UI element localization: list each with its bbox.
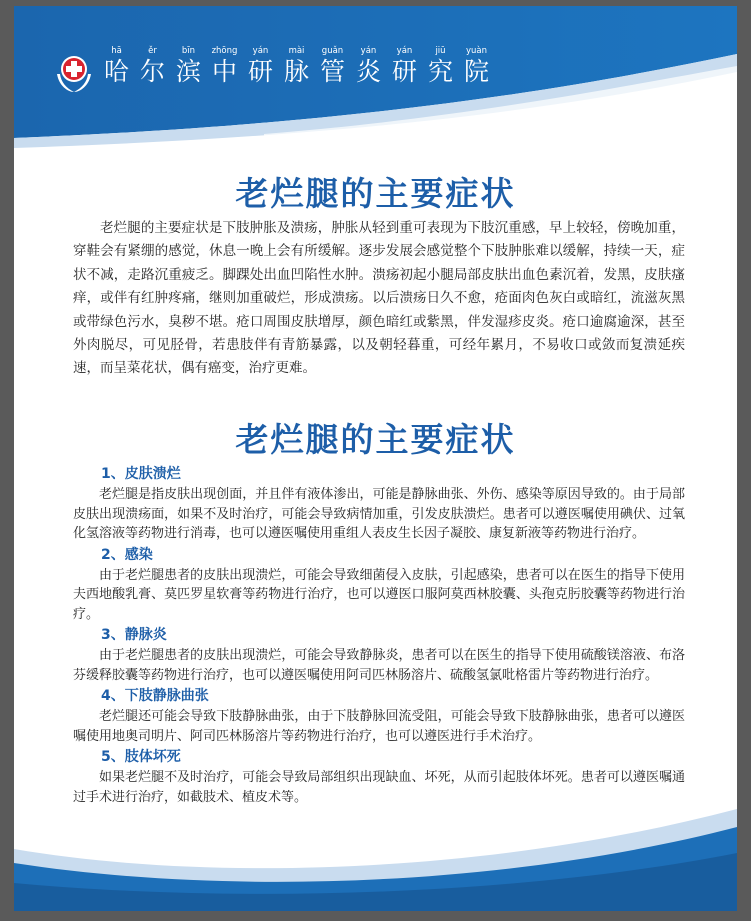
- symptom-item: [73, 625, 685, 685]
- brand-char: [352, 46, 385, 87]
- brand-pinyin: mài: [288, 46, 305, 56]
- symptom-item: [73, 686, 685, 746]
- section1-body: 老烂腿的主要症状是下肢肿胀及溃疡，肿胀从轻到重可表现为下肢沉重感，早上较轻，傍晚加重，穿鞋会有紧绷的感觉，休息一晚上会有所缓解。逐步发展会感觉整个下肢肿胀难以缓解，持续一天，症状不减，走路沉重疲乏。脚踝处出血凹陷性水肿。溃疡初起小腿局部皮肤出血色素沉着，发黑，皮肤瘙痒，或伴有红肿疼痛，继则加重破烂，形成溃疡。以后溃疡日久不愈，疮面肉色灰白或暗红，流滋灰黑或带绿色污水，臭秽不堪。疮口周围皮肤增厚，颜色暗红或紫黑，伴发湿疹皮炎。疮口逾腐逾深，甚至外肉脱尽，可见胫骨，若患肢伴有青筋暴露，以及朝轻暮重，可经年累月，不易收口或敛而复溃延疾速，而呈菜花状，偶有癌变，治疗更难。: [73, 220, 685, 377]
- symptom-item: [73, 464, 685, 544]
- brand-char: [280, 46, 313, 87]
- symptom-heading: 3、静脉炎: [101, 627, 167, 643]
- brand-hanzi: 研: [247, 57, 273, 86]
- brand-char: [388, 46, 421, 87]
- brand-char: [460, 46, 493, 87]
- brand-pinyin: bīn: [181, 46, 196, 56]
- poster: [14, 6, 737, 911]
- brand-char: [100, 46, 133, 87]
- symptom-item: [73, 545, 685, 625]
- brand-hanzi: 滨: [175, 57, 201, 86]
- brand-hanzi: 哈: [103, 57, 129, 86]
- brand-char: [244, 46, 277, 87]
- symptom-heading: 4、下肢静脉曲张: [101, 688, 209, 704]
- hospital-name: [100, 46, 493, 87]
- brand-char: [424, 46, 457, 87]
- symptom-body: 由于老烂腿患者的皮肤出现溃烂，可能会导致静脉炎，患者可以在医生的指导下使用硫酸镁溶液、布洛芬缓释胶囊等药物进行治疗，也可以遵医嘱使用阿司匹林肠溶片、硫酸氢氯吡格雷片等药物进行治疗。: [73, 648, 685, 683]
- brand-hanzi: 中: [211, 57, 237, 86]
- brand-hanzi: 脉: [283, 57, 309, 86]
- brand-char: [208, 46, 241, 87]
- symptom-body: 如果老烂腿不及时治疗，可能会导致局部组织出现缺血、坏死，从而引起肢体坏死。患者可以遵医嘱通过手术进行治疗，如截肢术、植皮术等。: [73, 770, 685, 805]
- symptom-item: [73, 747, 685, 807]
- symptom-body: 由于老烂腿患者的皮肤出现溃烂，可能会导致细菌侵入皮肤，引起感染，患者可以在医生的指导下使用夫西地酸乳膏、莫匹罗星软膏等药物进行治疗，也可以遵医口服阿莫西林胶囊、头孢克肟胶囊等药物进行治疗。: [73, 567, 685, 622]
- brand-char: [172, 46, 205, 87]
- symptom-list: [73, 464, 685, 808]
- symptom-heading: 1、皮肤溃烂: [101, 466, 181, 482]
- symptom-heading: 5、肢体坏死: [101, 749, 181, 765]
- footer-wave: [14, 801, 737, 911]
- hospital-cross-hands-icon: [54, 52, 94, 94]
- brand-pinyin: jiū: [435, 46, 446, 56]
- brand-pinyin: yán: [396, 46, 413, 56]
- brand-pinyin: zhōng: [211, 46, 238, 56]
- brand-hanzi: 院: [463, 57, 489, 86]
- brand-pinyin: yuàn: [465, 46, 487, 56]
- section1-title: 老烂腿的主要症状: [235, 174, 516, 213]
- brand-pinyin: guǎn: [321, 46, 344, 56]
- brand-hanzi: 研: [391, 57, 417, 86]
- brand-hanzi: 管: [319, 57, 345, 86]
- brand-char: [316, 46, 349, 87]
- brand-hanzi: 尔: [139, 57, 165, 86]
- section2-title: 老烂腿的主要症状: [235, 420, 516, 459]
- symptom-heading: 2、感染: [101, 546, 153, 563]
- symptom-body: 老烂腿还可能会导致下肢静脉曲张，由于下肢静脉回流受阻，可能会导致下肢静脉曲张，患者可以遵医嘱使用地奥司明片、阿司匹林肠溶片等药物进行治疗，也可以遵医进行手术治疗。: [73, 709, 685, 744]
- brand-hanzi: 究: [427, 57, 453, 86]
- brand-pinyin: ěr: [148, 46, 157, 56]
- brand-pinyin: yán: [360, 46, 377, 56]
- symptom-body: 老烂腿是指皮肤出现创面，并且伴有液体渗出，可能是静脉曲张、外伤、感染等原因导致的。由于局部皮肤出现溃疡面，如果不及时治疗，可能会导致病情加重，引发皮肤溃烂。患者可以遵医嘱使用碘伏、过氧化氢溶液等药物进行消毒，也可以遵医嘱使用重组人表皮生长因子凝胶、康复新液等药物进行治疗。: [73, 487, 685, 541]
- brand-hanzi: 炎: [355, 57, 381, 86]
- brand-char: [136, 46, 169, 87]
- brand-pinyin: yán: [252, 46, 269, 56]
- brand-pinyin: hā: [111, 46, 122, 56]
